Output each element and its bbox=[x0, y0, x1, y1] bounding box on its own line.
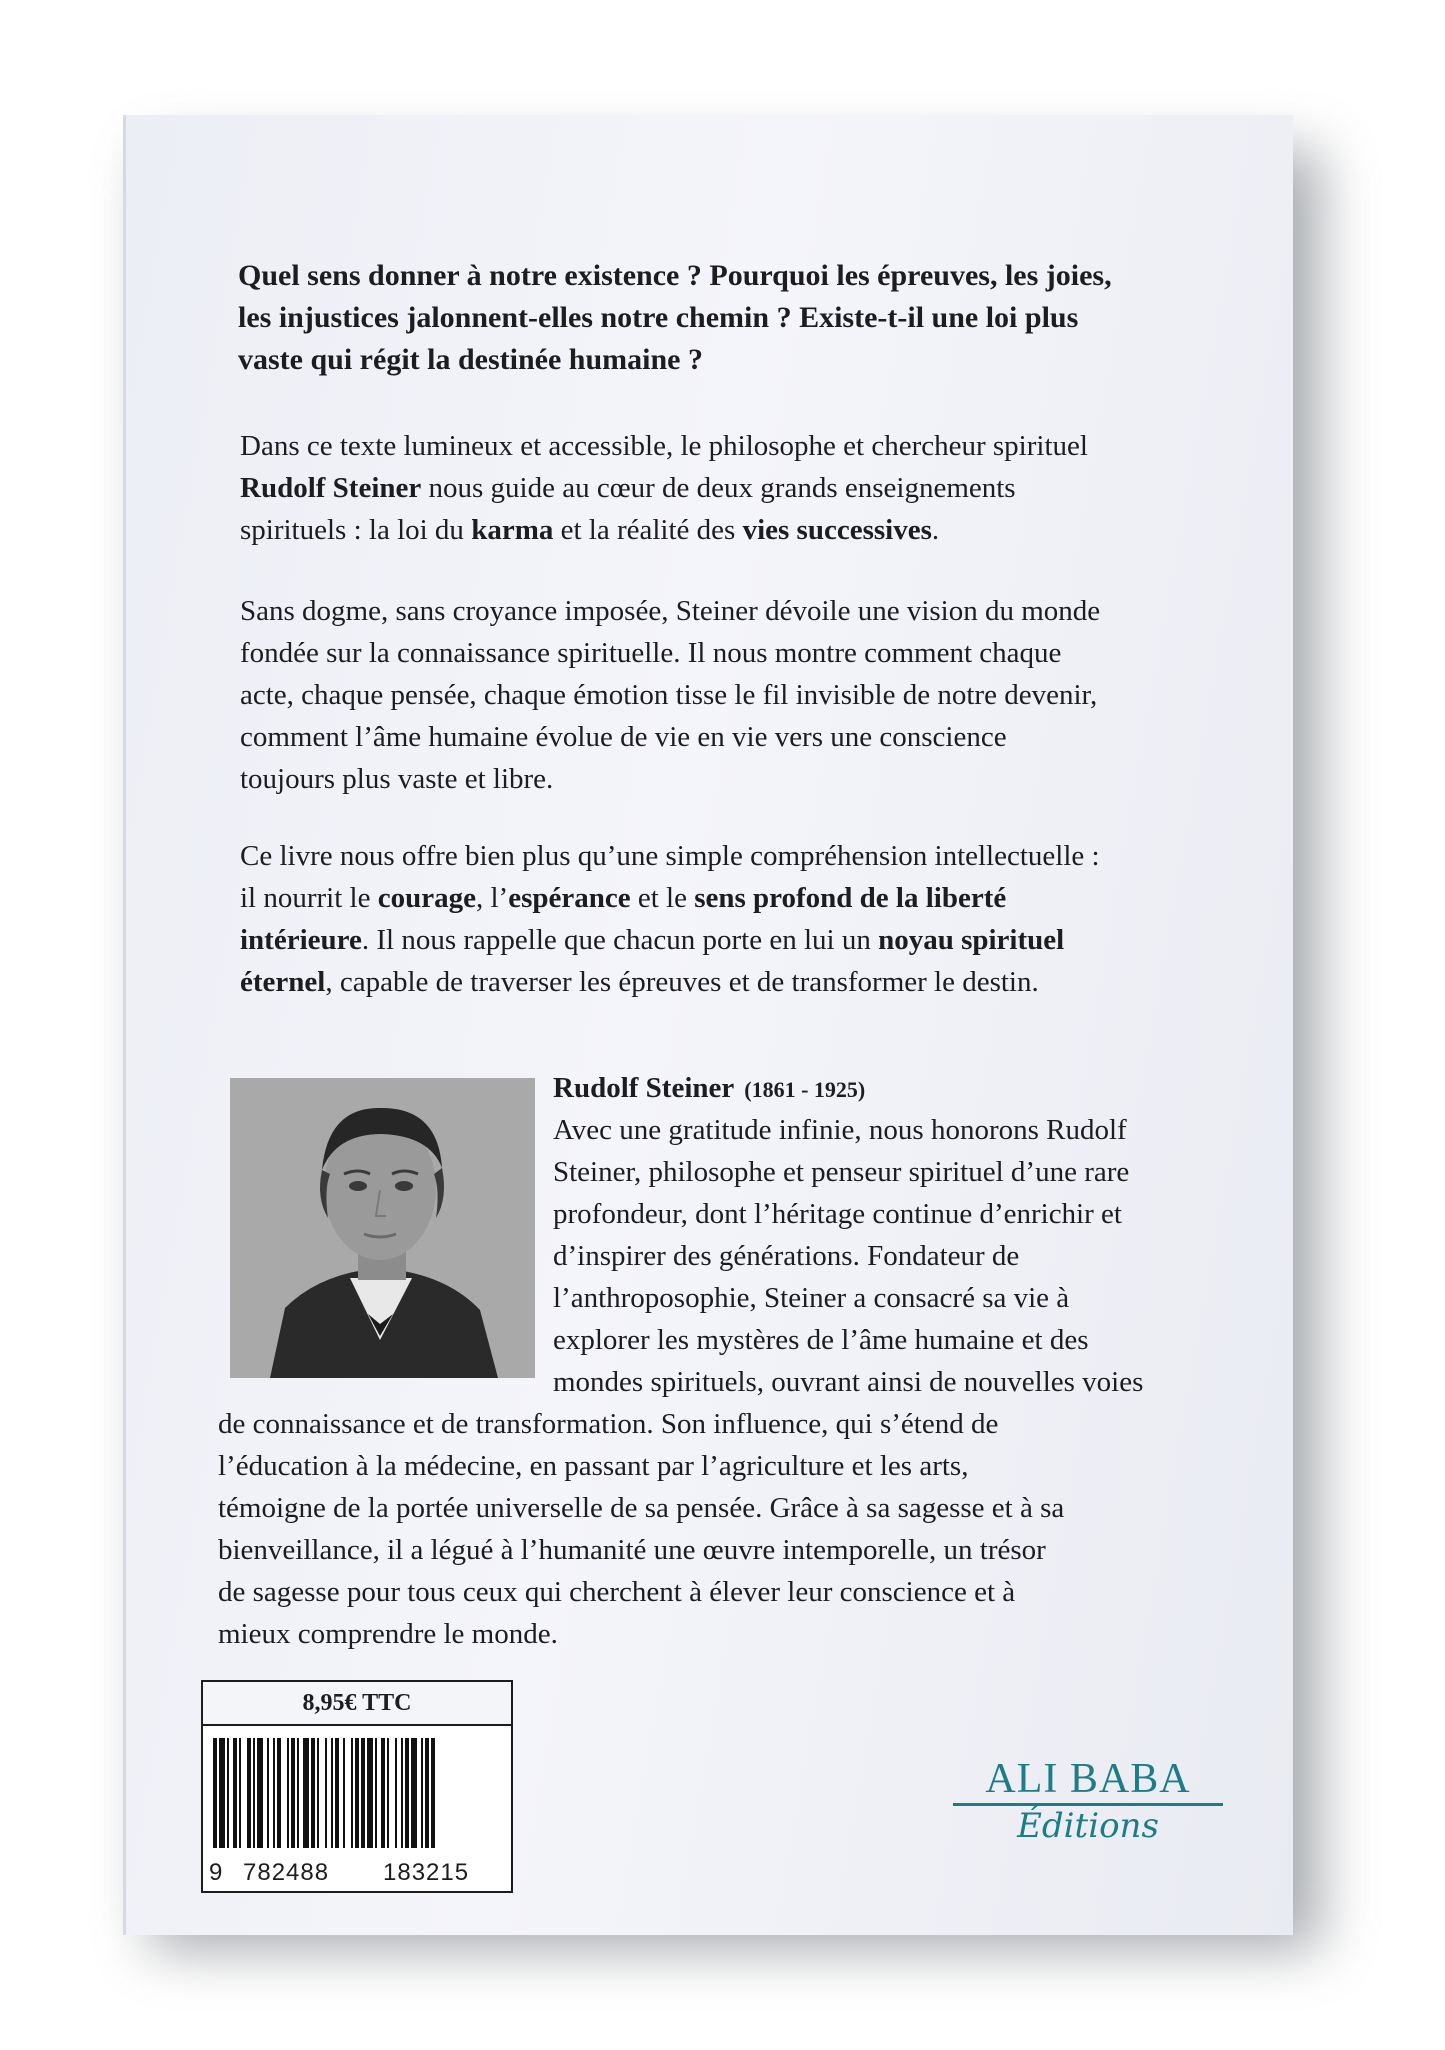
barcode-bar bbox=[219, 1738, 225, 1848]
text-run: , capable de traverser les épreuves et de transformer le destin. bbox=[325, 966, 1039, 998]
barcode-bar bbox=[375, 1738, 377, 1848]
barcode-bar bbox=[239, 1738, 241, 1848]
keyword-courage: courage bbox=[377, 882, 476, 914]
barcode-bar bbox=[351, 1738, 353, 1848]
barcode-bar bbox=[227, 1738, 229, 1848]
barcode-first-digit: 9 bbox=[209, 1859, 224, 1886]
barcode-bar bbox=[331, 1738, 333, 1848]
barcode-bars bbox=[213, 1738, 501, 1848]
barcode-bar bbox=[317, 1738, 319, 1848]
barcode-bar bbox=[431, 1738, 435, 1848]
bio-heading bbox=[553, 1067, 865, 1111]
portrait-illustration bbox=[230, 1078, 535, 1378]
text-run: , l’ bbox=[475, 882, 509, 914]
p2-line: toujours plus vaste et libre. bbox=[240, 763, 554, 795]
barcode-right-group: 183215 bbox=[383, 1859, 470, 1886]
bio-line: de sagesse pour tous ceux qui cherchent à élever leur conscience et à bbox=[218, 1576, 1016, 1608]
barcode-bar bbox=[387, 1738, 389, 1848]
barcode-bar bbox=[233, 1738, 237, 1848]
p2-line: acte, chaque pensée, chaque émotion tisse le fil invisible de notre devenir, bbox=[240, 679, 1098, 711]
barcode-bar bbox=[395, 1738, 397, 1848]
bio-line: mieux comprendre le monde. bbox=[218, 1618, 558, 1650]
price-box bbox=[201, 1680, 513, 1727]
keyword-vies-successives: vies successives bbox=[742, 514, 932, 546]
barcode-bar bbox=[361, 1738, 365, 1848]
paragraph-1 bbox=[240, 425, 1290, 551]
barcode-bar bbox=[367, 1738, 373, 1848]
barcode-bar bbox=[401, 1738, 403, 1848]
intro-line: Quel sens donner à notre existence ? Pourquoi les épreuves, les joies, bbox=[238, 259, 1112, 292]
p2-line: fondée sur la connaissance spirituelle. Il nous montre comment chaque bbox=[240, 637, 1062, 669]
keyword-esperance: espérance bbox=[508, 882, 631, 914]
bio-line: témoigne de la portée universelle de sa pensée. Grâce à sa sagesse et à sa bbox=[218, 1492, 1065, 1524]
keyword-karma: karma bbox=[471, 514, 554, 546]
text-run: et le bbox=[637, 882, 687, 914]
bio-dates: (1861 - 1925) bbox=[744, 1077, 866, 1102]
bio-text-beside-photo bbox=[553, 1109, 1293, 1403]
bio-line: profondeur, dont l’héritage continue d’enrichir et bbox=[553, 1198, 1122, 1230]
intro-questions bbox=[238, 255, 1283, 381]
text-run: . Il nous rappelle que chacun porte en lui un bbox=[361, 924, 871, 956]
barcode-box bbox=[201, 1724, 513, 1893]
barcode-bar bbox=[273, 1738, 275, 1848]
bio-line: mondes spirituels, ouvrant ainsi de nouvelles voies bbox=[553, 1366, 1144, 1398]
barcode-bar bbox=[343, 1738, 345, 1848]
barcode-bar bbox=[311, 1738, 315, 1848]
author-portrait-photo bbox=[230, 1078, 535, 1378]
intro-line: vaste qui régit la destinée humaine ? bbox=[238, 343, 703, 376]
bio-line: l’éducation à la médecine, en passant par l’agriculture et les arts, bbox=[218, 1450, 969, 1482]
publisher-subtitle: Éditions bbox=[1017, 1806, 1159, 1846]
keyword-noyau-spirituel: noyau spirituel bbox=[878, 924, 1065, 956]
barcode-left-group: 782488 bbox=[243, 1859, 330, 1886]
barcode-bar bbox=[213, 1738, 217, 1848]
keyword-liberte: sens profond de la liberté bbox=[694, 882, 1007, 914]
barcode-bar bbox=[425, 1738, 429, 1848]
bio-line: d’inspirer des générations. Fondateur de bbox=[553, 1240, 1020, 1272]
barcode-bar bbox=[303, 1738, 309, 1848]
text-run: Dans ce texte lumineux et accessible, le philosophe et chercheur spirituel bbox=[240, 430, 1088, 462]
paragraph-2 bbox=[240, 590, 1290, 800]
keyword-interieure: intérieure bbox=[240, 924, 362, 956]
text-run: et la réalité des bbox=[560, 514, 736, 546]
bio-line: l’anthroposophie, Steiner a consacré sa vie à bbox=[553, 1282, 1070, 1314]
keyword-eternel: éternel bbox=[240, 966, 326, 998]
text-run: Ce livre nous offre bien plus qu’une simple compréhension intellectuelle : bbox=[240, 840, 1100, 872]
publisher-logo bbox=[943, 1755, 1233, 1855]
cover-edge bbox=[123, 115, 126, 1935]
intro-line: les injustices jalonnent-elles notre chemin ? Existe-t-il une loi plus bbox=[238, 301, 1079, 334]
paragraph-3 bbox=[240, 835, 1290, 1003]
publisher-name: ALI BABA bbox=[985, 1756, 1191, 1802]
book-back-cover bbox=[123, 115, 1293, 1935]
barcode-bar bbox=[381, 1738, 385, 1848]
bio-line: Avec une gratitude infinie, nous honorons Rudolf bbox=[553, 1114, 1127, 1146]
bio-line: Steiner, philosophe et penseur spirituel d’une rare bbox=[553, 1156, 1130, 1188]
barcode-bar bbox=[291, 1738, 295, 1848]
bio-line: bienveillance, il a légué à l’humanité une œuvre intemporelle, un trésor bbox=[218, 1534, 1046, 1566]
barcode-bar bbox=[411, 1738, 417, 1848]
author-name-bold: Rudolf Steiner bbox=[240, 472, 422, 504]
text-run: nous guide au cœur de deux grands enseignements bbox=[428, 472, 1016, 504]
text-run: . bbox=[931, 514, 940, 546]
barcode-bar bbox=[335, 1738, 339, 1848]
barcode-bar bbox=[277, 1738, 281, 1848]
barcode-bar bbox=[253, 1738, 255, 1848]
barcode-bar bbox=[421, 1738, 423, 1848]
bio-text-full-width bbox=[218, 1403, 1278, 1655]
barcode-bar bbox=[405, 1738, 409, 1848]
barcode-bar bbox=[247, 1738, 251, 1848]
bio-author-name: Rudolf Steiner bbox=[553, 1072, 735, 1104]
barcode-bar bbox=[297, 1738, 299, 1848]
barcode-bar bbox=[287, 1738, 289, 1848]
bio-line: explorer les mystères de l’âme humaine et des bbox=[553, 1324, 1089, 1356]
barcode-bar bbox=[325, 1738, 327, 1848]
price-label: 8,95€ TTC bbox=[302, 1690, 412, 1716]
text-run: il nourrit le bbox=[240, 882, 371, 914]
barcode-bar bbox=[355, 1738, 359, 1848]
barcode-bar bbox=[267, 1738, 269, 1848]
p2-line: Sans dogme, sans croyance imposée, Steiner dévoile une vision du monde bbox=[240, 595, 1101, 627]
bio-line: de connaissance et de transformation. Son influence, qui s’étend de bbox=[218, 1408, 999, 1440]
barcode-bar bbox=[257, 1738, 263, 1848]
p2-line: comment l’âme humaine évolue de vie en vie vers une conscience bbox=[240, 721, 1007, 753]
text-run: spirituels : la loi du bbox=[240, 514, 464, 546]
